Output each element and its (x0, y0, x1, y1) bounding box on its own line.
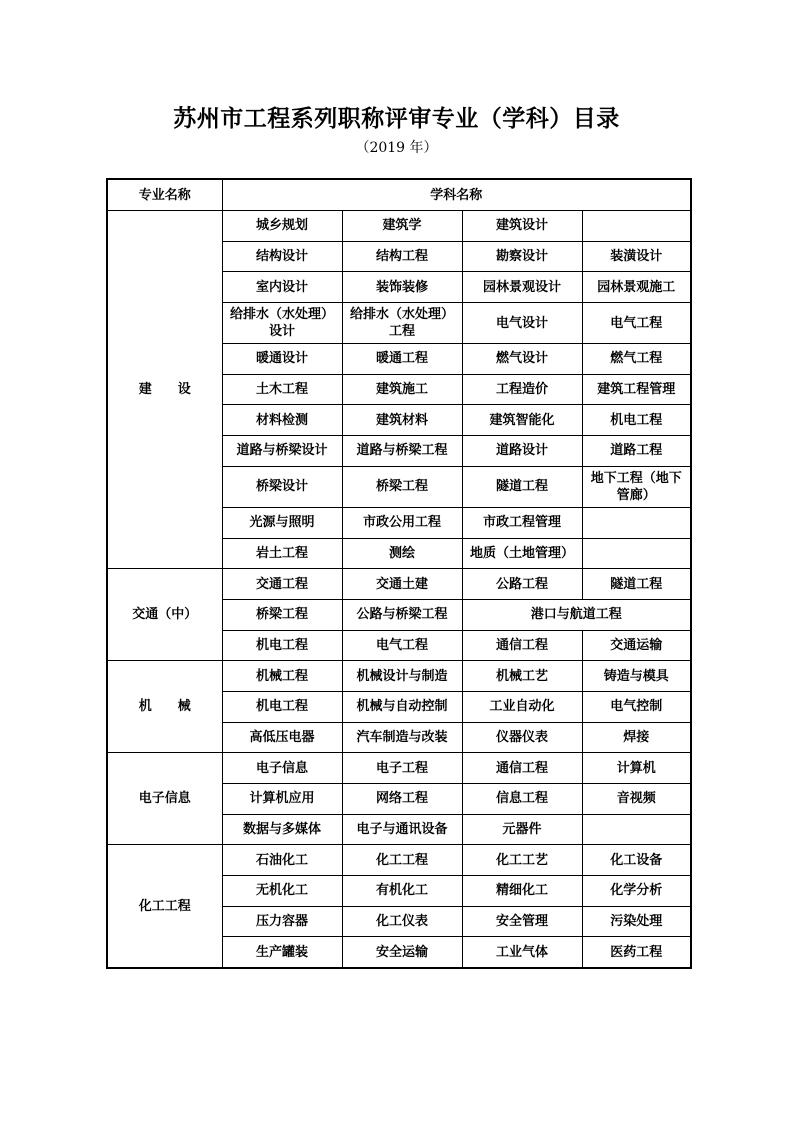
subject-cell: 计算机应用 (222, 784, 342, 815)
subject-cell: 污染处理 (582, 906, 691, 937)
subject-cell: 港口与航道工程 (462, 599, 691, 630)
subject-cell: 电子与通讯设备 (342, 814, 462, 845)
subject-cell: 化工工程 (342, 845, 462, 876)
subject-cell: 机电工程 (222, 630, 342, 661)
subject-cell: 桥梁工程 (222, 599, 342, 630)
subject-cell: 地质（土地管理） (462, 538, 582, 569)
subject-cell: 精细化工 (462, 876, 582, 907)
subject-cell: 石油化工 (222, 845, 342, 876)
catalog-body (107, 211, 691, 969)
subject-cell: 建筑材料 (342, 405, 462, 436)
subject-cell: 化工工艺 (462, 845, 582, 876)
subject-cell: 安全管理 (462, 906, 582, 937)
subject-cell (582, 814, 691, 845)
subject-cell: 电气工程 (582, 303, 691, 344)
subject-cell (582, 538, 691, 569)
subject-cell: 交通运输 (582, 630, 691, 661)
subject-cell: 勘察设计 (462, 241, 582, 272)
table-header-row (107, 179, 691, 211)
header-major: 专业名称 (107, 179, 222, 211)
subject-cell: 高低压电器 (222, 722, 342, 753)
subject-cell: 音视频 (582, 784, 691, 815)
subject-cell: 工程造价 (462, 374, 582, 405)
subject-cell: 无机化工 (222, 876, 342, 907)
subject-cell: 园林景观施工 (582, 272, 691, 303)
subject-cell (582, 211, 691, 242)
subject-cell: 机械与自动控制 (342, 691, 462, 722)
subject-cell: 生产罐装 (222, 937, 342, 968)
subject-cell: 道路与桥梁工程 (342, 436, 462, 467)
subject-cell: 化学分析 (582, 876, 691, 907)
subject-cell: 土木工程 (222, 374, 342, 405)
subject-cell: 建筑学 (342, 211, 462, 242)
subject-cell: 机械设计与制造 (342, 661, 462, 692)
page-subtitle: （2019 年） (355, 140, 438, 156)
subject-cell: 隧道工程 (462, 466, 582, 507)
subject-cell: 暖通设计 (222, 344, 342, 375)
subject-cell: 地下工程（地下管廊） (582, 466, 691, 507)
subject-cell: 交通土建 (342, 569, 462, 600)
subject-cell: 仪器仪表 (462, 722, 582, 753)
subject-cell: 建筑设计 (462, 211, 582, 242)
table-row (107, 845, 691, 876)
subject-cell: 电气工程 (342, 630, 462, 661)
subject-cell: 测绘 (342, 538, 462, 569)
subject-cell: 市政工程管理 (462, 507, 582, 538)
subject-cell: 电子工程 (342, 753, 462, 784)
subject-cell: 结构设计 (222, 241, 342, 272)
subject-cell: 信息工程 (462, 784, 582, 815)
subject-cell: 机械工程 (222, 661, 342, 692)
page-title: 苏州市工程系列职称评审专业（学科）目录 (173, 106, 620, 132)
subject-cell: 机电工程 (222, 691, 342, 722)
major-category: 化工工程 (107, 845, 222, 968)
subject-cell: 电子信息 (222, 753, 342, 784)
subject-cell: 建筑施工 (342, 374, 462, 405)
subject-cell: 园林景观设计 (462, 272, 582, 303)
subject-cell: 机电工程 (582, 405, 691, 436)
subject-cell: 室内设计 (222, 272, 342, 303)
subject-cell: 装潢设计 (582, 241, 691, 272)
subject-cell: 汽车制造与改装 (342, 722, 462, 753)
subject-cell: 建筑工程管理 (582, 374, 691, 405)
major-category: 机 械 (107, 661, 222, 753)
subject-cell: 焊接 (582, 722, 691, 753)
subject-cell: 压力容器 (222, 906, 342, 937)
subject-cell: 燃气工程 (582, 344, 691, 375)
subject-cell: 市政公用工程 (342, 507, 462, 538)
subject-cell (582, 507, 691, 538)
subject-cell: 隧道工程 (582, 569, 691, 600)
major-category: 电子信息 (107, 753, 222, 845)
subject-cell: 计算机 (582, 753, 691, 784)
subject-cell: 道路工程 (582, 436, 691, 467)
subject-cell: 建筑智能化 (462, 405, 582, 436)
subject-cell: 结构工程 (342, 241, 462, 272)
subject-cell: 通信工程 (462, 753, 582, 784)
major-category: 交通（中） (107, 569, 222, 661)
subject-cell: 交通工程 (222, 569, 342, 600)
table-row (107, 753, 691, 784)
subject-cell: 有机化工 (342, 876, 462, 907)
subject-cell: 电气控制 (582, 691, 691, 722)
subject-cell: 暖通工程 (342, 344, 462, 375)
subject-cell: 安全运输 (342, 937, 462, 968)
subject-cell: 道路设计 (462, 436, 582, 467)
catalog-table (106, 178, 692, 969)
table-row (107, 661, 691, 692)
subject-cell: 桥梁设计 (222, 466, 342, 507)
subject-cell: 光源与照明 (222, 507, 342, 538)
table-row (107, 569, 691, 600)
subject-cell: 给排水（水处理）工程 (342, 303, 462, 344)
subject-cell: 道路与桥梁设计 (222, 436, 342, 467)
header-subject: 学科名称 (222, 179, 691, 211)
subject-cell: 工业自动化 (462, 691, 582, 722)
subject-cell: 公路工程 (462, 569, 582, 600)
major-category: 建 设 (107, 211, 222, 569)
subject-cell: 装饰装修 (342, 272, 462, 303)
table-row (107, 211, 691, 242)
subject-cell: 燃气设计 (462, 344, 582, 375)
subject-cell: 公路与桥梁工程 (342, 599, 462, 630)
subject-cell: 化工仪表 (342, 906, 462, 937)
subject-cell: 桥梁工程 (342, 466, 462, 507)
subject-cell: 化工设备 (582, 845, 691, 876)
subject-cell: 岩土工程 (222, 538, 342, 569)
subject-cell: 网络工程 (342, 784, 462, 815)
subject-cell: 给排水（水处理）设计 (222, 303, 342, 344)
subject-cell: 元器件 (462, 814, 582, 845)
subject-cell: 通信工程 (462, 630, 582, 661)
subject-cell: 材料检测 (222, 405, 342, 436)
subject-cell: 数据与多媒体 (222, 814, 342, 845)
subject-cell: 医药工程 (582, 937, 691, 968)
subject-cell: 城乡规划 (222, 211, 342, 242)
subject-cell: 机械工艺 (462, 661, 582, 692)
subject-cell: 工业气体 (462, 937, 582, 968)
subject-cell: 铸造与模具 (582, 661, 691, 692)
subject-cell: 电气设计 (462, 303, 582, 344)
